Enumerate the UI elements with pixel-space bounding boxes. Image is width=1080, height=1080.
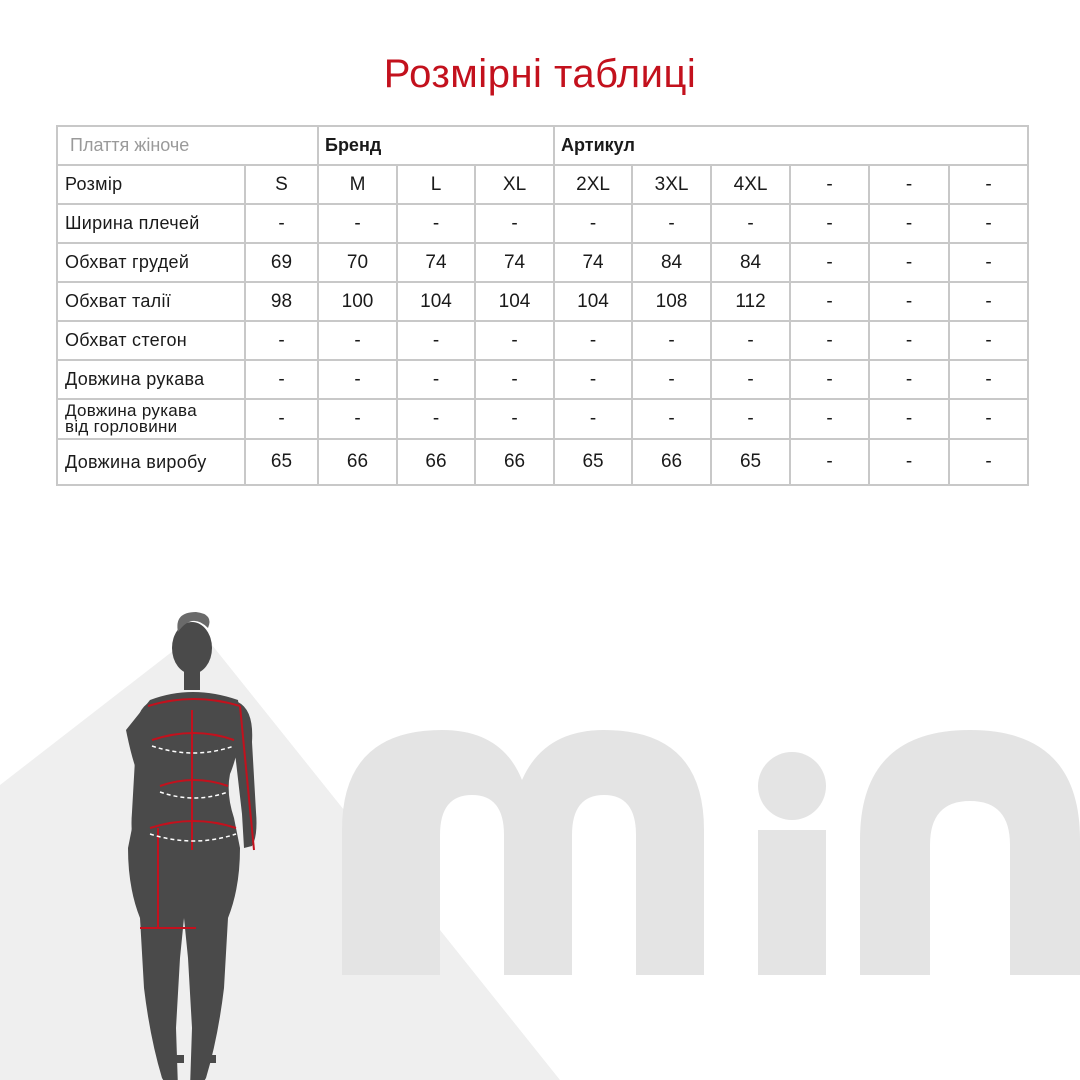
value-cell: 69 (245, 243, 318, 282)
table-row (57, 360, 1080, 399)
value-cell: - (711, 321, 790, 360)
value-cell: - (475, 399, 554, 439)
value-cell: - (632, 321, 711, 360)
value-cell: 100 (318, 282, 397, 321)
value-cell: 104 (475, 282, 554, 321)
value-cell: 74 (475, 243, 554, 282)
size-cell: M (318, 165, 397, 204)
row-label: Обхват стегон (57, 321, 245, 360)
value-cell: - (632, 399, 711, 439)
size-table (56, 125, 1080, 486)
value-cell: 84 (632, 243, 711, 282)
size-cell: - (790, 165, 869, 204)
value-cell: 84 (711, 243, 790, 282)
value-cell: - (790, 360, 869, 399)
table-row (57, 399, 1080, 439)
row-label-line: Довжина рукава (65, 401, 197, 420)
value-cell: - (869, 360, 949, 399)
value-cell: 65 (711, 439, 790, 485)
size-cell: 4XL (711, 165, 790, 204)
size-cell: 2XL (554, 165, 632, 204)
value-cell: 70 (318, 243, 397, 282)
value-cell: - (245, 321, 318, 360)
value-cell: - (318, 321, 397, 360)
value-cell: - (790, 243, 869, 282)
value-cell: - (869, 204, 949, 243)
row-label: Обхват грудей (57, 243, 245, 282)
value-cell: - (869, 399, 949, 439)
value-cell: 66 (397, 439, 475, 485)
row-label: Обхват талії (57, 282, 245, 321)
value-cell: - (790, 282, 869, 321)
value-cell: - (949, 204, 1028, 243)
value-cell: 74 (397, 243, 475, 282)
value-cell: - (397, 360, 475, 399)
value-cell: 108 (632, 282, 711, 321)
value-cell: 104 (397, 282, 475, 321)
product-name: Плаття жіноче (57, 126, 318, 165)
brand-logo (330, 720, 1080, 980)
value-cell: - (632, 204, 711, 243)
value-cell: - (949, 321, 1028, 360)
value-cell: - (790, 321, 869, 360)
value-cell: 98 (245, 282, 318, 321)
value-cell: - (790, 399, 869, 439)
value-cell: - (554, 399, 632, 439)
value-cell: - (869, 243, 949, 282)
value-cell: - (397, 204, 475, 243)
value-cell: 104 (554, 282, 632, 321)
size-cell: 3XL (632, 165, 711, 204)
row-label (57, 399, 245, 439)
value-cell: - (949, 399, 1028, 439)
value-cell: - (790, 204, 869, 243)
value-cell: - (869, 439, 949, 485)
brand-header: Бренд (318, 126, 554, 165)
value-cell: 112 (711, 282, 790, 321)
row-label: Довжина виробу (57, 439, 245, 485)
row-label-line: від горловини (65, 417, 178, 436)
value-cell: - (245, 360, 318, 399)
row-label: Ширина плечей (57, 204, 245, 243)
value-cell: - (790, 439, 869, 485)
value-cell: - (711, 204, 790, 243)
value-cell: - (711, 360, 790, 399)
size-row-label: Розмір (57, 165, 245, 204)
article-header: Артикул (554, 126, 1028, 165)
value-cell: - (949, 439, 1028, 485)
page-title: Розмірні таблиці (383, 52, 697, 96)
value-cell: - (475, 321, 554, 360)
value-cell: - (554, 321, 632, 360)
size-cell: XL (475, 165, 554, 204)
size-cell: - (949, 165, 1028, 204)
value-cell: - (554, 204, 632, 243)
value-cell: - (397, 399, 475, 439)
value-cell: - (245, 204, 318, 243)
value-cell: - (475, 204, 554, 243)
value-cell: 65 (245, 439, 318, 485)
value-cell: - (318, 204, 397, 243)
table-row (57, 439, 1080, 485)
value-cell: - (397, 321, 475, 360)
table-row (57, 282, 1080, 321)
value-cell: 66 (318, 439, 397, 485)
value-cell: 74 (554, 243, 632, 282)
table-row (57, 243, 1080, 282)
size-cell: S (245, 165, 318, 204)
value-cell: 66 (632, 439, 711, 485)
value-cell: - (869, 282, 949, 321)
value-cell: - (554, 360, 632, 399)
value-cell: - (949, 282, 1028, 321)
value-cell: - (949, 243, 1028, 282)
value-cell: - (475, 360, 554, 399)
row-label: Довжина рукава (57, 360, 245, 399)
value-cell: - (869, 321, 949, 360)
value-cell: - (949, 360, 1028, 399)
value-cell: 66 (475, 439, 554, 485)
table-row (57, 321, 1080, 360)
value-cell: - (632, 360, 711, 399)
value-cell: - (711, 399, 790, 439)
table-row (57, 204, 1080, 243)
size-row (57, 165, 1080, 204)
size-cell: - (869, 165, 949, 204)
value-cell: 65 (554, 439, 632, 485)
value-cell: - (245, 399, 318, 439)
value-cell: - (318, 399, 397, 439)
table-header-row (57, 126, 1080, 165)
value-cell: - (318, 360, 397, 399)
size-cell: L (397, 165, 475, 204)
